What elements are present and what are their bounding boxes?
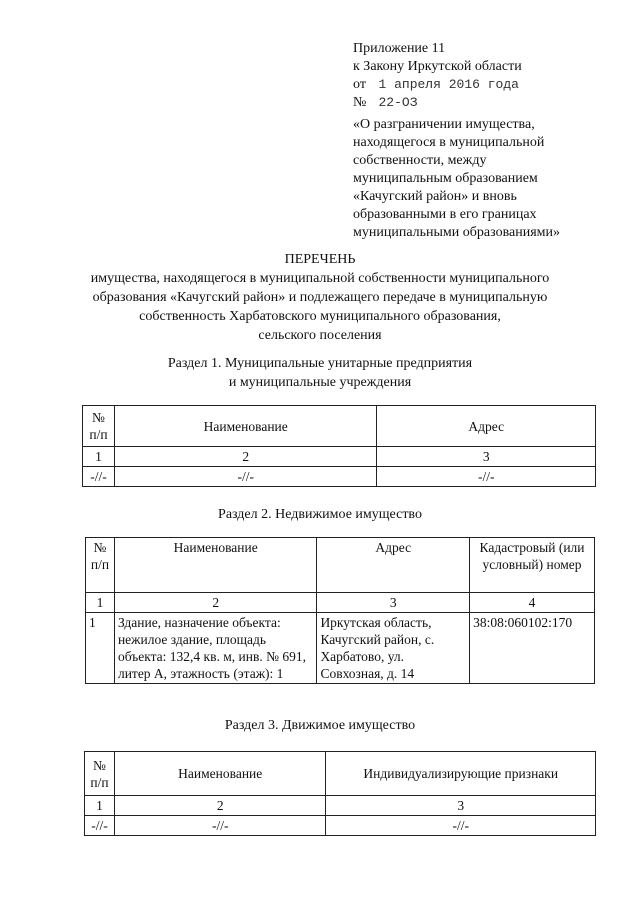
section1-title-line: Раздел 1. Муниципальные унитарные предприятия — [167, 356, 473, 371]
law-title-line: муниципальными образованиями» — [353, 225, 560, 240]
column-number-row — [83, 447, 596, 467]
section2-title: Раздел 2. Недвижимое имущество — [218, 507, 422, 522]
section1-title-line: и муниципальные учреждения — [228, 375, 412, 390]
section1-table — [82, 405, 596, 487]
header-cell: Адрес — [377, 406, 596, 447]
law-title-line: образованными в его границах — [353, 207, 537, 222]
list-subtitle-line: имущества, находящегося в муниципальной собственности муниципального — [90, 271, 550, 286]
number-cell: 1 — [83, 447, 115, 467]
law-title-line: находящегося в муниципальной — [353, 135, 545, 150]
number-cell: 1 — [86, 593, 115, 613]
table-cell: Здание, назначение объекта: нежилое здание, площадь объекта: 132,4 кв. м, инв. № 691, литер А, этажность (этаж): 1 — [114, 613, 316, 684]
table-cell: -//- — [85, 816, 115, 836]
table-cell: Иркутская область, Качугский район, с. Харбатово, ул. Совхозная, д. 14 — [317, 613, 470, 684]
date-label: от — [353, 77, 366, 92]
section1-title — [0, 354, 640, 392]
header-cell: Кадастровый (или условный) номер — [470, 538, 595, 593]
number-cell: 3 — [326, 796, 596, 816]
header-cell: № п/п — [85, 752, 115, 796]
law-title-line: «О разграничении имущества, — [353, 117, 535, 132]
law-title-line: собственности, между — [353, 153, 487, 168]
number-cell: 3 — [317, 593, 470, 613]
list-title: ПЕРЕЧЕНЬ — [284, 252, 356, 267]
list-subtitle-line: собственность Харбатовского муниципального образования, — [139, 309, 501, 324]
header-cell: Наименование — [114, 406, 377, 447]
table-header-row — [85, 752, 596, 796]
header-cell: № п/п — [86, 538, 115, 593]
table-row — [83, 467, 596, 487]
appendix-number-row — [353, 94, 633, 112]
number-cell: 4 — [470, 593, 595, 613]
table-cell: 38:08:060102:170 — [470, 613, 595, 684]
column-number-row — [86, 593, 595, 613]
header-cell: Наименование — [114, 538, 316, 593]
number-cell: 2 — [114, 593, 316, 613]
column-number-row — [85, 796, 596, 816]
table-cell: -//- — [326, 816, 596, 836]
list-subtitle-line: сельского поселения — [258, 328, 382, 343]
date-value: 1 апреля 2016 года — [378, 77, 519, 92]
number-cell: 2 — [114, 447, 377, 467]
table-cell: -//- — [114, 467, 377, 487]
law-title — [353, 116, 633, 242]
appendix-line-1: Приложение 11 — [353, 41, 446, 56]
number-value: 22-ОЗ — [378, 95, 418, 110]
number-cell: 1 — [85, 796, 115, 816]
list-subtitle-line: образования «Качугский район» и подлежащего передаче в муниципальную — [92, 290, 548, 305]
table-cell: 1 — [86, 613, 115, 684]
number-cell: 2 — [114, 796, 326, 816]
appendix-line-2: к Закону Иркутской области — [353, 59, 522, 74]
appendix-block — [353, 40, 633, 242]
table-header-row — [86, 538, 595, 593]
table-cell: -//- — [377, 467, 596, 487]
section2-table — [85, 537, 595, 684]
appendix-date-row — [353, 76, 633, 94]
list-heading — [0, 250, 640, 345]
header-cell: Индивидуализирующие признаки — [326, 752, 596, 796]
header-cell: Наименование — [114, 752, 326, 796]
header-cell: Адрес — [317, 538, 470, 593]
law-title-line: муниципальным образованием — [353, 171, 538, 186]
number-cell: 3 — [377, 447, 596, 467]
table-header-row — [83, 406, 596, 447]
table-row — [85, 816, 596, 836]
table-row — [86, 613, 595, 684]
section3-table — [84, 751, 596, 836]
table-cell: -//- — [83, 467, 115, 487]
number-label: № — [353, 95, 367, 110]
law-title-line: «Качугский район» и вновь — [353, 189, 517, 204]
header-cell: № п/п — [83, 406, 115, 447]
section3-title: Раздел 3. Движимое имущество — [224, 718, 416, 733]
table-cell: -//- — [114, 816, 326, 836]
